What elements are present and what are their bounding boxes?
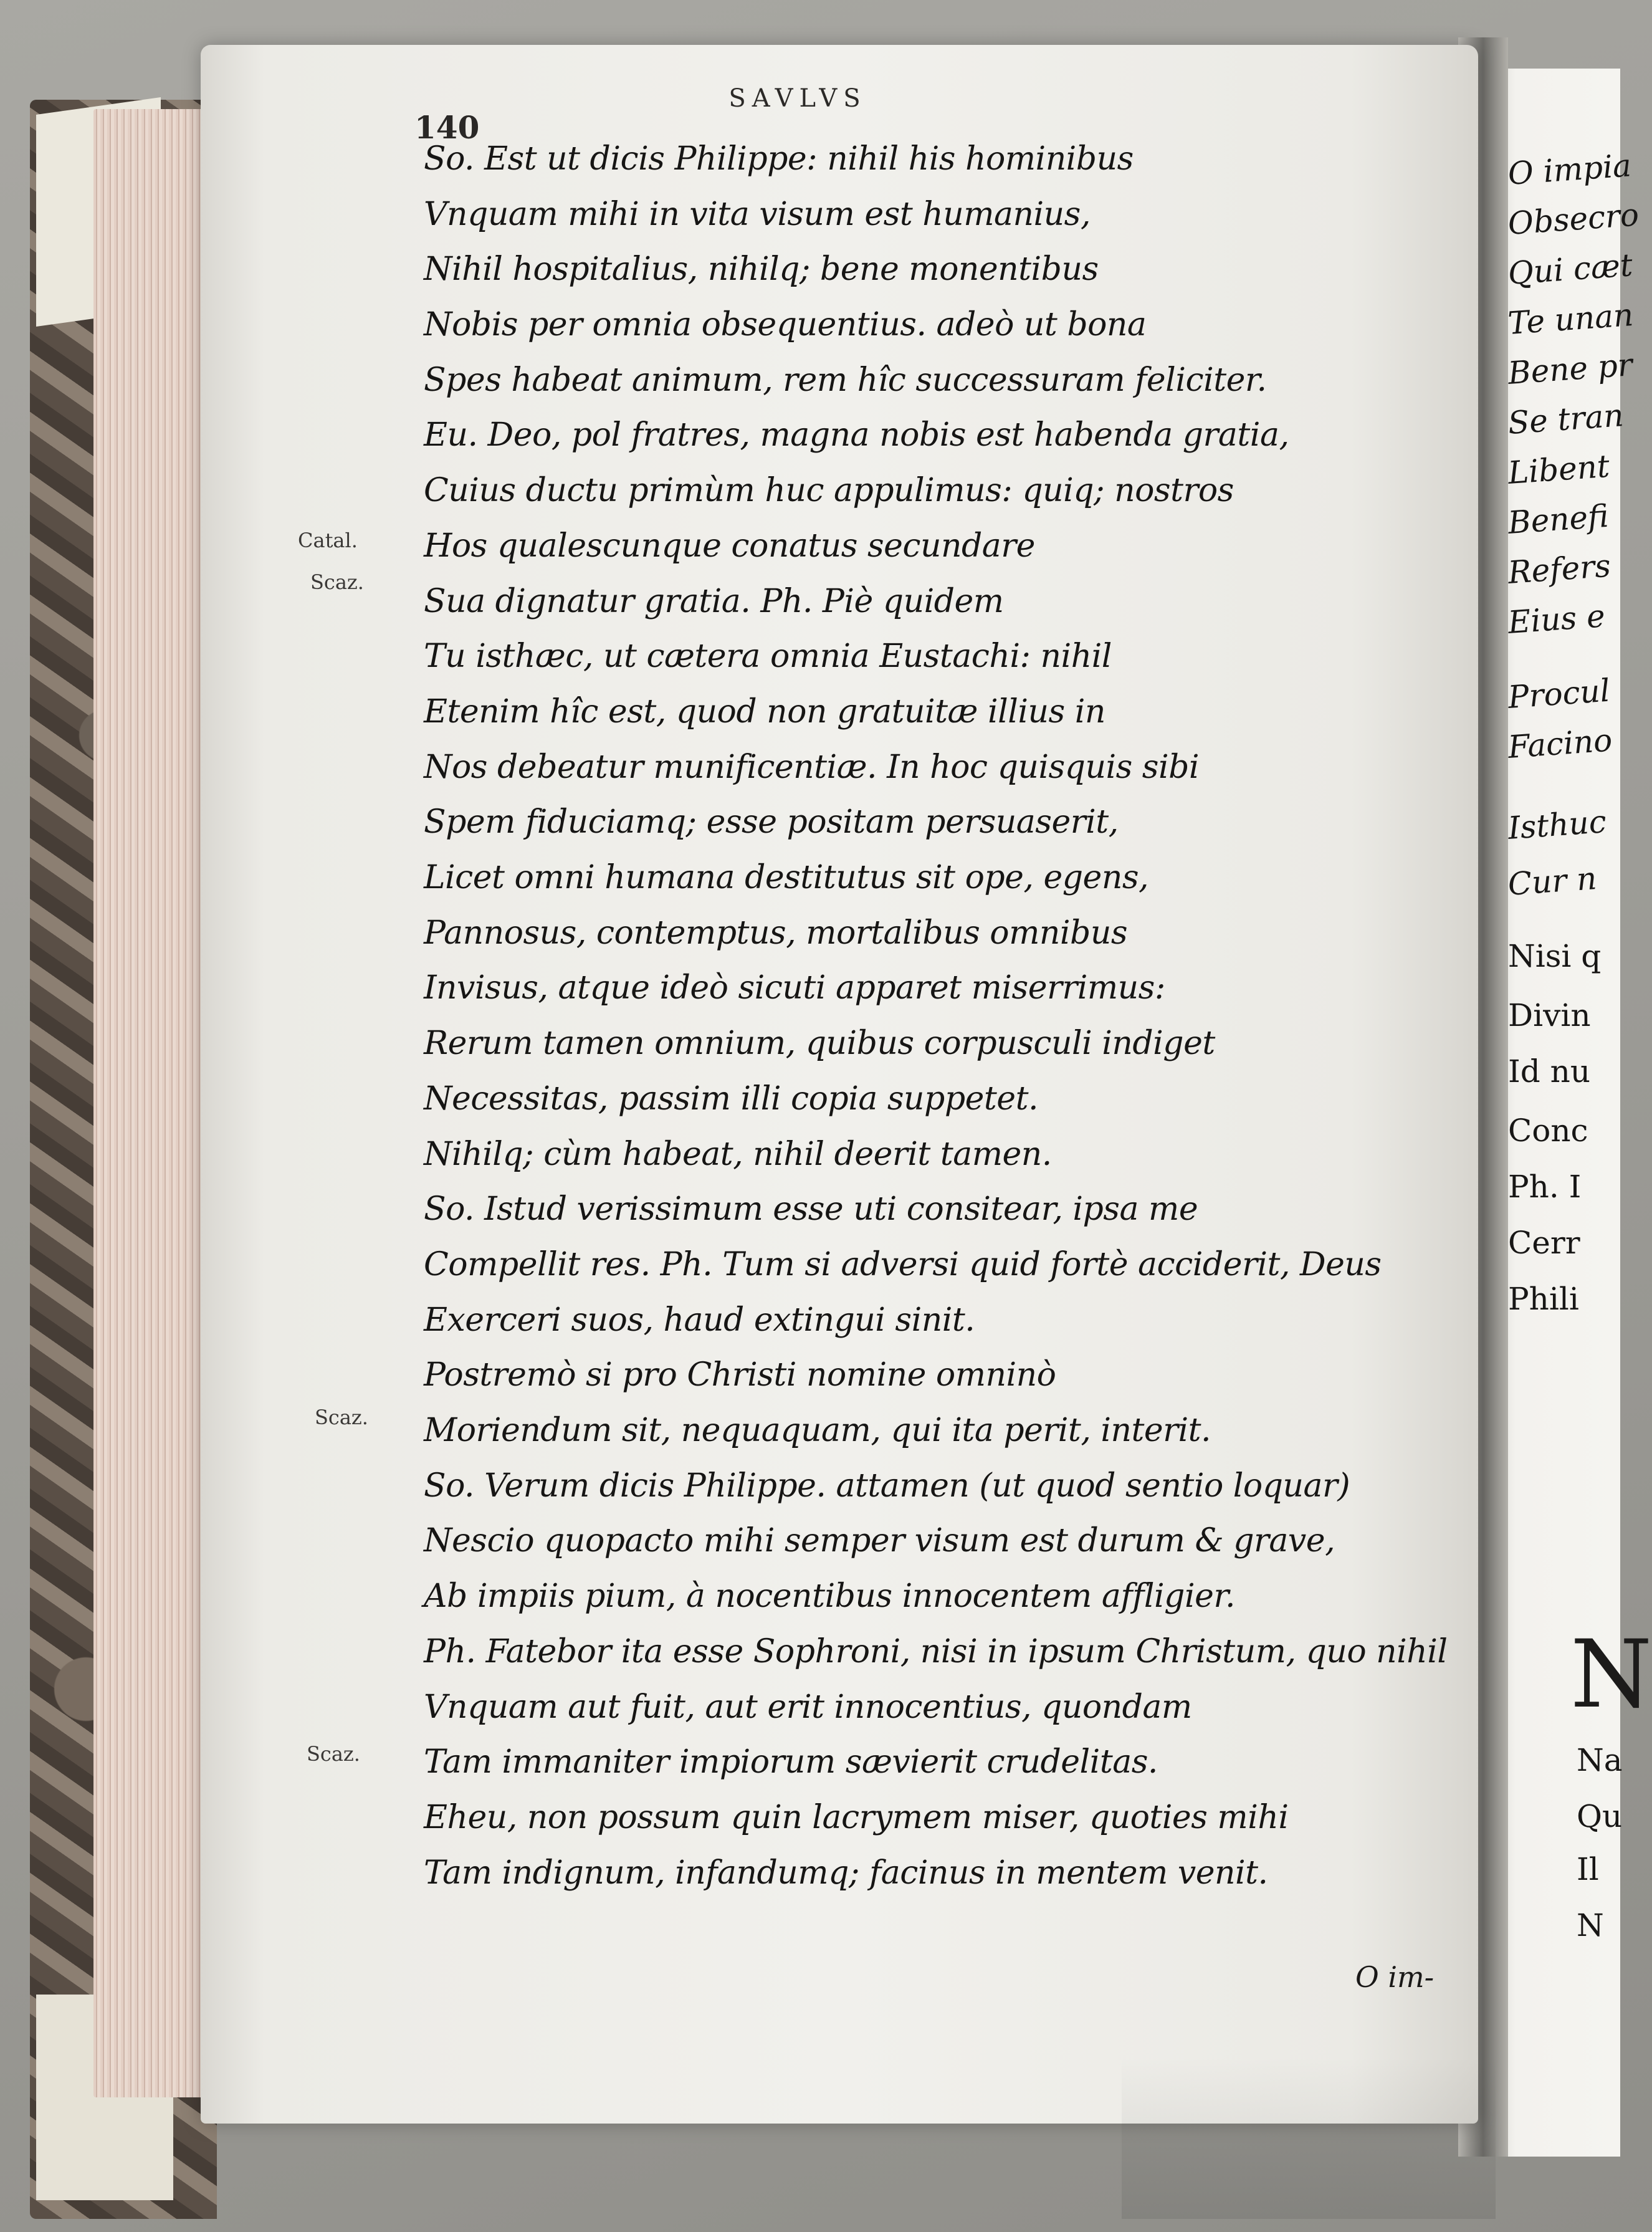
facing-line-fragment: Eius e xyxy=(1506,598,1607,641)
facing-line-fragment: Libent xyxy=(1506,448,1611,491)
facing-line-fragment: Nisi q xyxy=(1508,938,1602,974)
facing-line-fragment: O impia xyxy=(1506,147,1633,192)
verse-line: Sua dignatur gratia. Ph. Piè quidem xyxy=(424,583,1004,620)
margin-note-scaz: Scaz. xyxy=(315,1406,368,1429)
page-edges xyxy=(93,109,218,2097)
facing-line-fragment: Na xyxy=(1577,1742,1623,1778)
facing-line-fragment: Facino xyxy=(1506,722,1614,765)
facing-line-fragment: Il xyxy=(1577,1851,1599,1887)
verse-line: Rerum tamen omnium, quibus corpusculi indiget xyxy=(424,1025,1215,1062)
verse-line: Nihil hospitalius, nihilq; bene monentibus xyxy=(424,251,1099,288)
verse-line: Eu. Deo, pol fratres, magna nobis est habenda gratia, xyxy=(424,416,1289,454)
verse-line: Eheu, non possum quin lacrymem miser, quoties mihi xyxy=(424,1799,1289,1836)
catchword: O im- xyxy=(1355,1960,1435,1994)
verse-line: Moriendum sit, nequaquam, qui ita perit, interit. xyxy=(424,1412,1211,1449)
verse-line: Nihilq; cùm habeat, nihil deerit tamen. xyxy=(424,1136,1052,1173)
running-header: SAVLVS xyxy=(728,84,867,113)
verse-line: Spem fiduciamq; esse positam persuaserit, xyxy=(424,803,1119,841)
facing-line-fragment: Refers xyxy=(1506,547,1612,591)
facing-line-fragment: Benefi xyxy=(1506,497,1610,541)
verse-line: Invisus, atque ideò sicuti apparet miserrimus: xyxy=(424,969,1165,1007)
facing-line-fragment: Isthuc xyxy=(1506,803,1608,846)
verse-line: Vnquam mihi in vita visum est humanius, xyxy=(424,196,1091,233)
verse-line: Tam immaniter impiorum sævierit crudelitas. xyxy=(424,1743,1158,1781)
facing-line-fragment: Qu xyxy=(1577,1798,1623,1834)
verse-line: Licet omni humana destitutus sit ope, egens, xyxy=(424,859,1149,896)
facing-line-fragment: Qui cæt xyxy=(1506,247,1634,292)
margin-note-scaz: Scaz. xyxy=(310,570,364,594)
verse-line: Cuius ductu primùm huc appulimus: quiq; nostros xyxy=(424,472,1234,509)
facing-line-fragment: Ph. I xyxy=(1508,1169,1582,1205)
facing-line-fragment: Obsecro xyxy=(1506,196,1640,242)
facing-line-fragment: Cur n xyxy=(1506,860,1598,903)
facing-line-fragment: Id nu xyxy=(1508,1053,1591,1090)
verse-line: Etenim hîc est, quod non gratuitæ illius in xyxy=(424,693,1105,730)
verse-line: Exerceri suos, haud extingui sinit. xyxy=(424,1301,975,1339)
facing-line-fragment: Cerr xyxy=(1508,1225,1580,1261)
verse-line: Hos qualescunque conatus secundare xyxy=(424,527,1035,565)
verse-line: Ab impiis pium, à nocentibus innocentem affligier. xyxy=(424,1578,1236,1615)
verse-line: Compellit res. Ph. Tum si adversi quid fortè acciderit, Deus xyxy=(424,1246,1382,1283)
verse-line: Nos debeatur munificentiæ. In hoc quisquis sibi xyxy=(424,749,1200,786)
verse-line: Tam indignum, infandumq; facinus in mentem venit. xyxy=(424,1854,1268,1892)
verse-line: So. Istud verissimum esse uti consitear, ipsa me xyxy=(424,1190,1198,1228)
table-shadow xyxy=(1122,2057,1496,2219)
page-number: 140 xyxy=(414,109,480,146)
verse-line: Pannosus, contemptus, mortalibus omnibus xyxy=(424,914,1128,952)
verse-line: Ph. Fatebor ita esse Sophroni, nisi in ipsum Christum, quo nihil xyxy=(424,1633,1448,1670)
verse-line: Spes habeat animum, rem hîc successuram feliciter. xyxy=(424,362,1267,399)
facing-line-fragment: Bene pr xyxy=(1506,347,1634,391)
margin-note-scaz: Scaz. xyxy=(307,1742,360,1766)
verse-line: Nescio quopacto mihi semper visum est durum & grave, xyxy=(424,1522,1335,1559)
facing-line-fragment: N xyxy=(1577,1907,1604,1943)
verse-line: Postremò si pro Christi nomine omninò xyxy=(424,1356,1056,1394)
verse-line: So. Est ut dicis Philippe: nihil his hominibus xyxy=(424,140,1134,178)
verse-line: Vnquam aut fuit, aut erit innocentius, quondam xyxy=(424,1688,1192,1726)
verse-line: Nobis per omnia obsequentius. adeò ut bona xyxy=(424,306,1147,343)
facing-line-fragment: Phili xyxy=(1508,1281,1579,1317)
verse-line: Tu isthæc, ut cætera omnia Eustachi: nihil xyxy=(424,638,1112,675)
facing-line-fragment: Conc xyxy=(1508,1113,1588,1149)
facing-line-fragment: Te unan xyxy=(1506,297,1635,342)
facing-line-fragment: Procul xyxy=(1506,672,1611,716)
margin-note-catal: Catal. xyxy=(298,529,358,552)
facing-line-fragment: Divin xyxy=(1508,997,1591,1033)
verse-line: So. Verum dicis Philippe. attamen (ut quod sentio loquar) xyxy=(424,1467,1350,1505)
facing-line-fragment: Se tran xyxy=(1506,397,1625,441)
verse-line: Necessitas, passim illi copia suppetet. xyxy=(424,1080,1038,1118)
facing-drop-initial: N xyxy=(1570,1621,1652,1729)
